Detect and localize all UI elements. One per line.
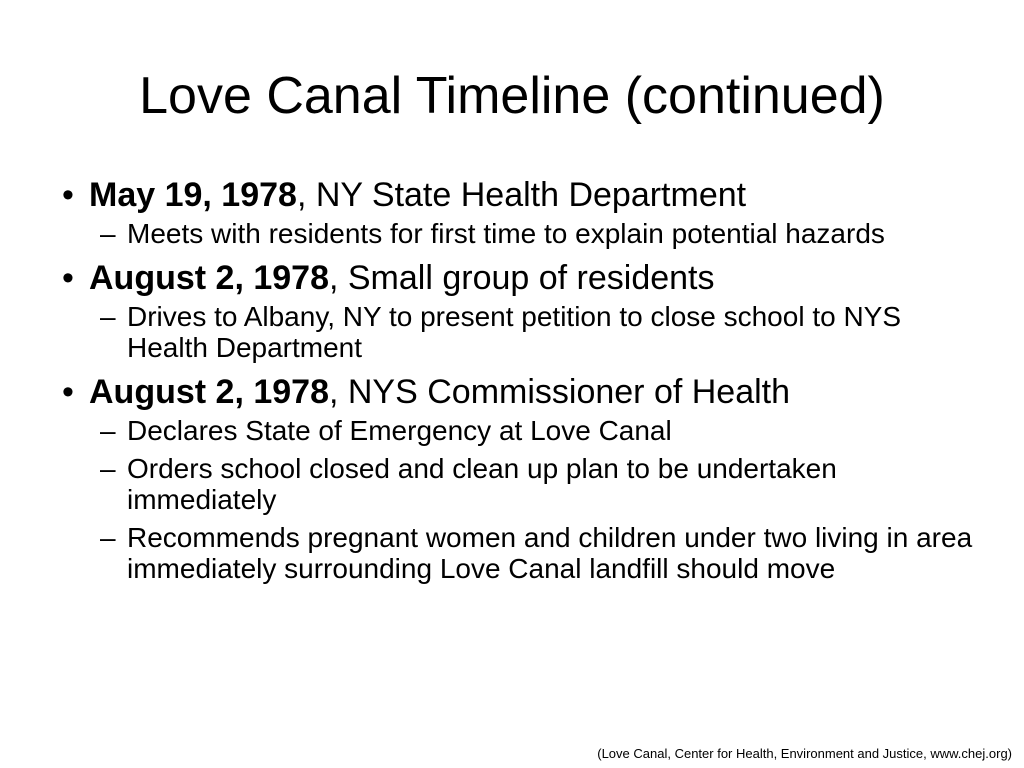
bullet-text: , NY State Health Department [296,176,747,214]
sub-bullet-text: Declares State of Emergency at Love Canal [127,415,672,446]
sub-bullet-marker: – [100,522,116,553]
bullet-date: August 2, 1978 [89,373,329,411]
bullet-marker: • [62,373,74,411]
sub-bullet-item [60,522,980,584]
sub-bullet-marker: – [100,218,116,249]
bullet-marker: • [62,259,74,297]
sub-bullet-text: Drives to Albany, NY to present petition to close school to NYS Health Department [127,301,902,363]
bullet-item [60,259,980,297]
sub-bullet-marker: – [100,415,116,446]
bullet-item [60,176,980,214]
sub-bullet-marker: – [100,453,116,484]
sub-bullet-text: Recommends pregnant women and children under two living in area immediately surrounding Love Canal landfill should move [127,522,973,584]
sub-bullet-marker: – [100,301,116,332]
bullet-text: , Small group of residents [328,259,715,297]
sub-bullet-item [60,415,980,446]
sub-bullet-text: Meets with residents for first time to explain potential hazards [127,218,885,249]
bullet-date: August 2, 1978 [89,259,329,297]
bullet-marker: • [62,176,74,214]
slide-title: Love Canal Timeline (continued) [139,67,885,125]
source-citation: (Love Canal, Center for Health, Environment and Justice, www.chej.org) [597,746,1012,761]
bullet-date: May 19, 1978 [89,176,297,214]
slide-content [60,176,980,591]
sub-bullet-item [60,218,980,249]
sub-bullet-text: Orders school closed and clean up plan to be undertaken immediately [127,453,837,515]
bullet-item [60,373,980,411]
sub-bullet-item [60,301,980,363]
sub-bullet-item [60,453,980,515]
bullet-text: , NYS Commissioner of Health [328,373,791,411]
